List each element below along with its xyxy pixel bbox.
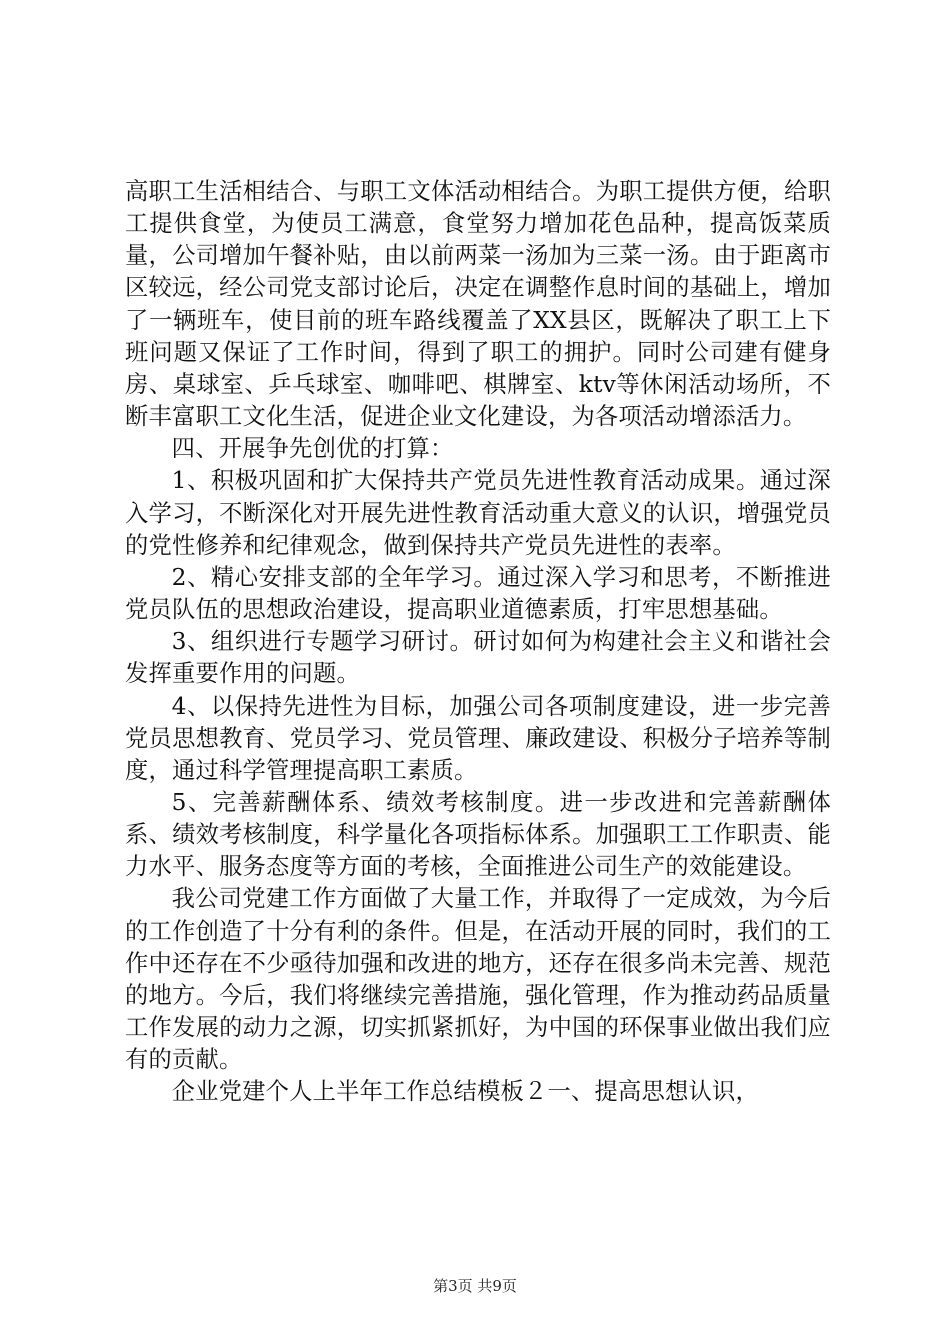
paragraph-next-section: 企业党建个人上半年工作总结模板２一、提高思想认识， <box>171 1078 760 1106</box>
list-item-4: 4、以保持先进性为目标，加强公司各项制度建设，进一步完善党员思想教育、党员学习、党员管理、廉政建设、积极分子培养等制度，通过科学管理提高职工素质。 <box>125 692 831 784</box>
list-item-1: 1、积极巩固和扩大保持共产党员先进性教育活动成果。通过深入学习，不断深化对开展先进性教育活动重大意义的认识，增强党员的党性修养和纪律观念，做到保持共产党员先进性的表率。 <box>125 467 831 559</box>
page-number-label: 第3页 共9页 <box>433 1277 517 1295</box>
paragraph-continuation: 高职工生活相结合、与职工文体活动相结合。为职工提供方便，给职工提供食堂，为使员工满意，食堂努力增加花色品种，提高饭菜质量，公司增加午餐补贴，由以前两菜一汤加为三菜一汤。由于距离市区较远，经公司党支部讨论后，决定在调整作息时间的基础上，增加了一辆班车，使目前的班车路线覆盖了XX县区，既解决了职工上下班问题又保证了工作时间，得到了职工的拥护。同时公司建有健身房、桌球室、乒乓球室、咖啡吧、棋牌室、ktv等休闲活动场所，不断丰富职工文化生活，促进企业文化建设，为各项活动增添活力。 <box>125 178 831 431</box>
document-body <box>125 176 831 1109</box>
paragraph-summary: 我公司党建工作方面做了大量工作，并取得了一定成效，为今后的工作创造了十分有利的条件。但是，在活动开展的同时，我们的工作中还存在不少亟待加强和改进的地方，还存在很多尚未完善、规范的地方。今后，我们将继续完善措施，强化管理，作为推动药品质量工作发展的动力之源，切实抓紧抓好，为中国的环保事业做出我们应有的贡献。 <box>125 885 831 1074</box>
list-item-2: 2、精心安排支部的全年学习。通过深入学习和思考，不断推进党员队伍的思想政治建设，提高职业道德素质，打牢思想基础。 <box>125 563 831 624</box>
section-heading-plans: 四、开展争先创优的打算： <box>171 435 454 463</box>
list-item-5: 5、完善薪酬体系、绩效考核制度。进一步改进和完善薪酬体系、绩效考核制度，科学量化各项指标体系。加强职工工作职责、能力水平、服务态度等方面的考核，全面推进公司生产的效能建设。 <box>125 788 831 881</box>
list-item-3: 3、组织进行专题学习研讨。研讨如何为构建社会主义和谐社会发挥重要作用的问题。 <box>125 628 831 688</box>
page-footer <box>0 1276 950 1296</box>
